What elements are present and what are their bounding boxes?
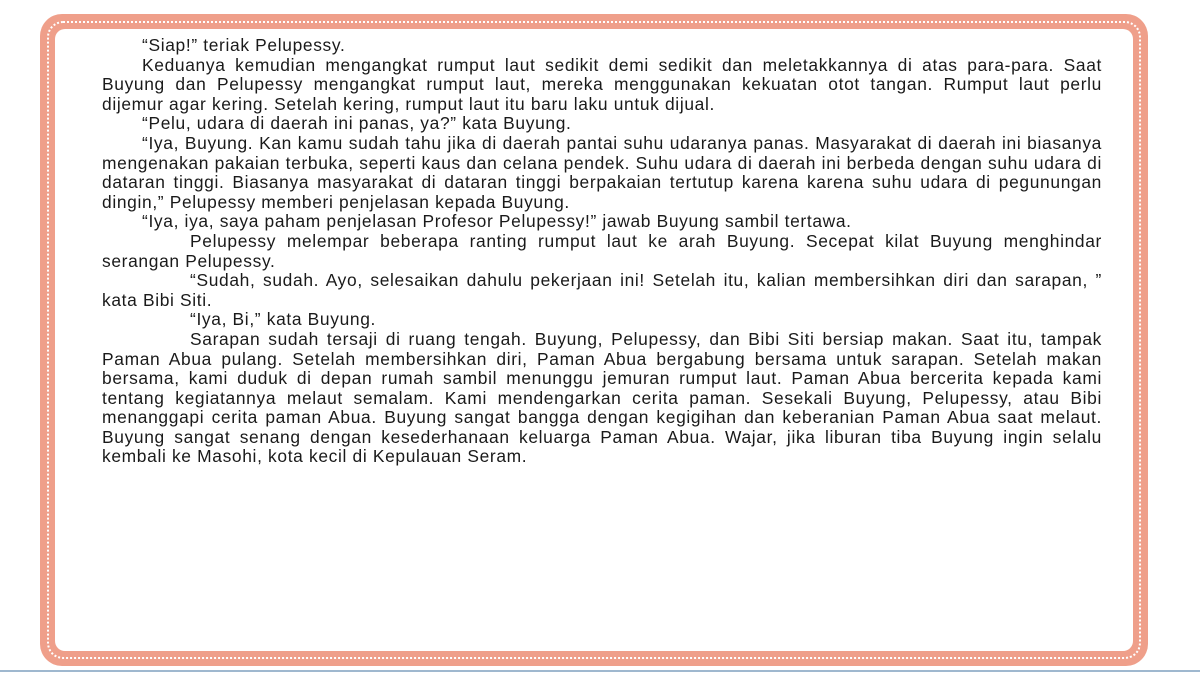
bottom-divider bbox=[0, 670, 1200, 672]
paragraph: Pelupessy melempar beberapa ranting rumput laut ke arah Buyung. Secepat kilat Buyung menghindar serangan Pelupessy. bbox=[102, 230, 1102, 271]
paragraph: “Sudah, sudah. Ayo, selesaikan dahulu pekerjaan ini! Setelah itu, kalian membersihkan diri dan sarapan, ” kata Bibi Siti. bbox=[102, 270, 1102, 310]
text-panel bbox=[55, 29, 1133, 651]
paragraph: “Iya, Buyung. Kan kamu sudah tahu jika di daerah pantai suhu udaranya panas. Masyarakat di daerah ini biasanya mengenakan pakaian terbuka, seperti kaus dan celana pendek. Suhu udara di daerah ini berbeda dengan suhu udara di dataran tinggi. Biasanya masyarakat di dataran tinggi berpakaian tertutup karena karena suhu udara di pegunungan dingin,” Pelupessy memberi penjelasan kepada Buyung. bbox=[102, 132, 1102, 212]
paragraph: Sarapan sudah tersaji di ruang tengah. Buyung, Pelupessy, dan Bibi Siti bersiap makan. Saat itu, tampak Paman Abua pulang. Setelah membersihkan diri, Paman Abua bergabung bersama untuk sarapan. Setelah makan bersama, kami duduk di depan rumah sambil menunggu jemuran rumput laut. Paman Abua bercerita kepada kami tentang kegiatannya melaut semalam. Kami mendengarkan cerita paman. Sesekali Buyung, Pelupessy, atau Bibi menanggapi cerita paman Abua. Buyung sangat bangga dengan kegigihan dan keberanian Paman Abua saat melaut. Buyung sangat senang dengan kesederhanaan keluarga Paman Abua. Wajar, jika liburan tiba Buyung ingin selalu kembali ke Masohi, kota kecil di Kepulauan Seram. bbox=[102, 328, 1102, 467]
paragraph: “Iya, iya, saya paham penjelasan Profesor Pelupessy!” jawab Buyung sambil tertawa. bbox=[142, 211, 852, 232]
paragraph: Keduanya kemudian mengangkat rumput laut sedikit demi sedikit dan meletakkannya di atas para-para. Saat Buyung dan Pelupessy mengangkat rumput laut, mereka menggunakan kekuatan otot tangan. Rumput laut perlu dijemur agar kering. Setelah kering, rumput laut itu baru laku untuk dijual. bbox=[102, 54, 1102, 114]
paragraph: “Iya, Bi,” kata Buyung. bbox=[190, 309, 377, 330]
paragraph: “Pelu, udara di daerah ini panas, ya?” kata Buyung. bbox=[142, 113, 572, 134]
decorative-frame bbox=[40, 14, 1148, 666]
paragraph: “Siap!” teriak Pelupessy. bbox=[142, 35, 346, 55]
story-text bbox=[102, 36, 1102, 467]
